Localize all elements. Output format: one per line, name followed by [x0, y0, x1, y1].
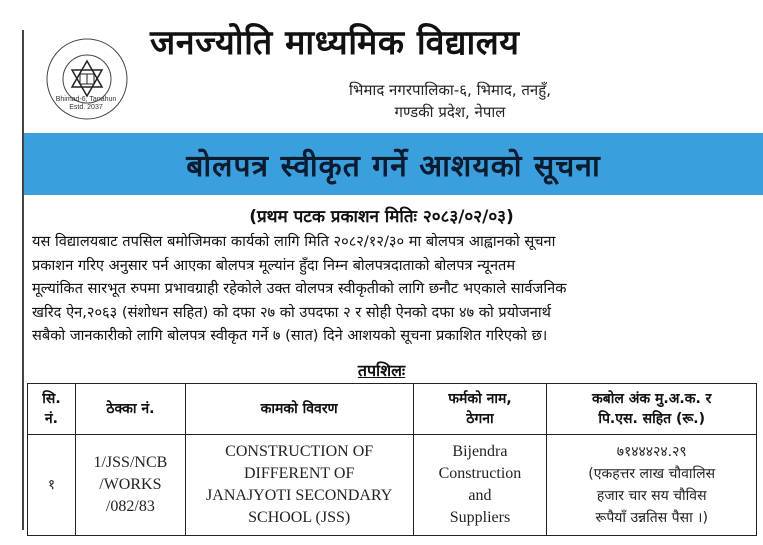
header-bid-amount: कबोल अंक मु.अ.क. र पि.एस. सहित (रू.) — [547, 384, 757, 435]
cell-work-description: CONSTRUCTION OF DIFFERENT OF JANAJYOTI SECONDARY SCHOOL (JSS) — [185, 435, 413, 536]
notice-line: यस विद्यालयबाट तपसिल बमोजिमका कार्यको लागि मिति २०८२/१२/३० मा बोलपत्र आह्वानको सूचना — [32, 233, 556, 250]
cell-firm-name: Bijendra Construction and Suppliers — [413, 435, 547, 536]
header-firm-name: फर्मको नाम, ठेगना — [413, 384, 547, 435]
notice-title-banner — [24, 133, 763, 195]
left-margin-rule — [22, 30, 24, 530]
cell-bid-amount: ७१४४४२४.२९ (एकहत्तर लाख चौवालिस हजार चार सय चौविस रूपैयाँ उन्नतिस पैसा ।) — [547, 435, 757, 536]
notice-body — [32, 230, 760, 348]
seal-established: Estd. 2037 — [69, 104, 103, 111]
header-serial-no: सि. नं. — [28, 384, 76, 435]
notice-line: सबैको जानकारीको लागि बोलपत्र स्वीकृत गर्ने ७ (सात) दिने आशयको सूचना प्रकाशित गरिएको छ। — [32, 327, 548, 344]
seal-place: Bhimad-6, Tanahun — [55, 96, 117, 103]
header-contract-no: ठेक्का नं. — [75, 384, 185, 435]
address-line-1: भिमाद नगरपालिका-६, भिमाद, तनहुँ, — [349, 81, 551, 99]
notice-title: बोलपत्र स्वीकृत गर्ने आशयको सूचना — [186, 148, 601, 184]
publication-date: (प्रथम पटक प्रकाशन मितिः २०८३/०२/०३) — [249, 207, 514, 227]
notice-line: मूल्यांकित सारभूत रुपमा प्रभावग्राही रहेकोले उक्त वोलपत्र स्वीकृतीको लागि छनौट भएकाले सार्वजनिक — [32, 280, 567, 297]
notice-line: खरिद ऐन,२०६३ (संशोधन सहित) को दफा २७ को उपदफा २ र सोही ऐनको दफा ४७ को प्रयोजनार्थ — [32, 303, 551, 321]
cell-serial-no: १ — [28, 435, 76, 536]
address-line-2: गण्डकी प्रदेश, नेपाल — [394, 103, 506, 121]
seal-caption — [38, 96, 134, 112]
cell-contract-no: 1/JSS/NCB /WORKS /082/83 — [75, 435, 185, 536]
header-work-description: कामको विवरण — [185, 384, 413, 435]
school-name: जनज्योति माध्यमिक विद्यालय — [150, 23, 520, 63]
table-row — [28, 435, 757, 536]
table-header-row — [28, 384, 757, 435]
notice-line: प्रकाशन गरिए अनुसार पर्न आएका बोलपत्र मूल्यांन हुँदा निम्न बोलपत्रदाताको बोलपत्र न्यूनतम — [32, 256, 516, 274]
bid-details-table — [27, 383, 757, 536]
details-heading: तपशिलः — [357, 361, 406, 380]
